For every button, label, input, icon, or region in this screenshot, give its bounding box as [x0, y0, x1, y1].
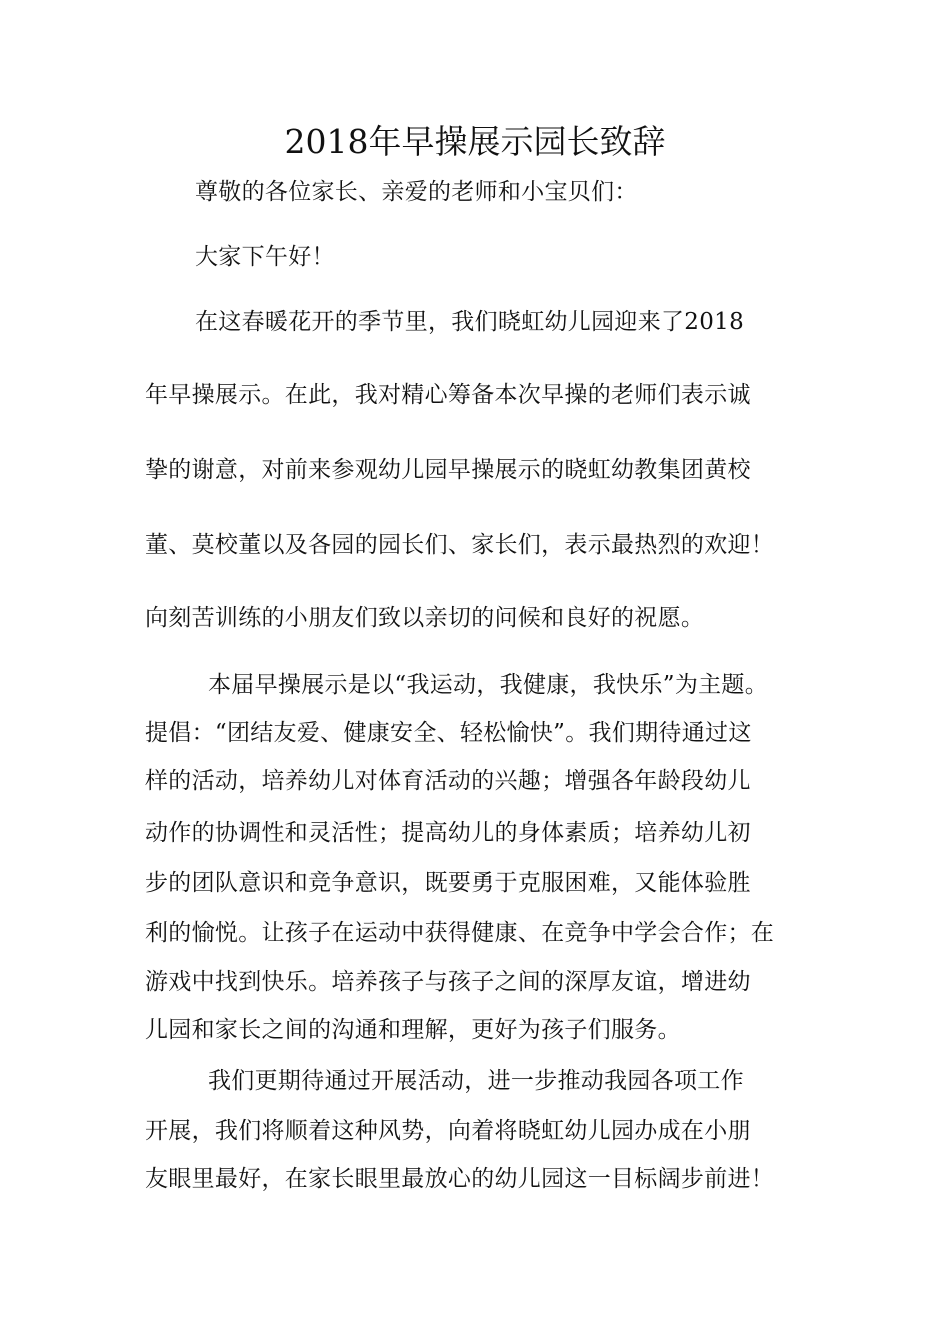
paragraph-1-line-4: 董、莫校董以及各园的园长们、家长们，表示最热烈的欢迎！ [145, 532, 775, 558]
paragraph-2-line-6: 利的愉悦。让孩子在运动中获得健康、在竞争中学会合作；在 [145, 920, 775, 946]
paragraph-1-line-3: 挚的谢意，对前来参观幼儿园早操展示的晓虹幼教集团黄校 [145, 457, 751, 483]
paragraph-3-line-2: 开展，我们将顺着这种风势，向着将晓虹幼儿园办成在小朋 [145, 1118, 751, 1144]
document-title: 2018年早操展示园长致辞 [284, 122, 666, 161]
greeting-line: 尊敬的各位家长、亲爱的老师和小宝贝们： [195, 179, 638, 205]
salutation-line: 大家下午好！ [195, 244, 335, 270]
paragraph-3-line-1: 我们更期待通过开展活动，进一步推动我园各项工作 [208, 1068, 744, 1094]
paragraph-2-line-7: 游戏中找到快乐。培养孩子与孩子之间的深厚友谊，增进幼 [145, 969, 751, 995]
paragraph-1-line-2: 年早操展示。在此，我对精心筹备本次早操的老师们表示诚 [145, 382, 751, 408]
paragraph-3-line-3: 友眼里最好，在家长眼里最放心的幼儿园这一目标阔步前进！ [145, 1166, 775, 1192]
paragraph-2-line-1: 本届早操展示是以“我运动，我健康，我快乐”为主题。 [208, 672, 769, 698]
paragraph-2-line-8: 儿园和家长之间的沟通和理解，更好为孩子们服务。 [145, 1017, 681, 1043]
paragraph-2-line-2: 提倡：“团结友爱、健康安全、轻松愉快”。我们期待通过这 [145, 720, 752, 746]
paragraph-2-line-5: 步的团队意识和竞争意识，既要勇于克服困难，又能体验胜 [145, 870, 751, 896]
paragraph-1-line-1: 在这春暖花开的季节里，我们晓虹幼儿园迎来了2018 [195, 309, 745, 335]
paragraph-2-line-3: 样的活动，培养幼儿对体育活动的兴趣；增强各年龄段幼儿 [145, 768, 751, 794]
paragraph-1-line-5: 向刻苦训练的小朋友们致以亲切的问候和良好的祝愿。 [145, 605, 705, 631]
paragraph-2-line-4: 动作的协调性和灵活性；提高幼儿的身体素质；培养幼儿初 [145, 820, 751, 846]
